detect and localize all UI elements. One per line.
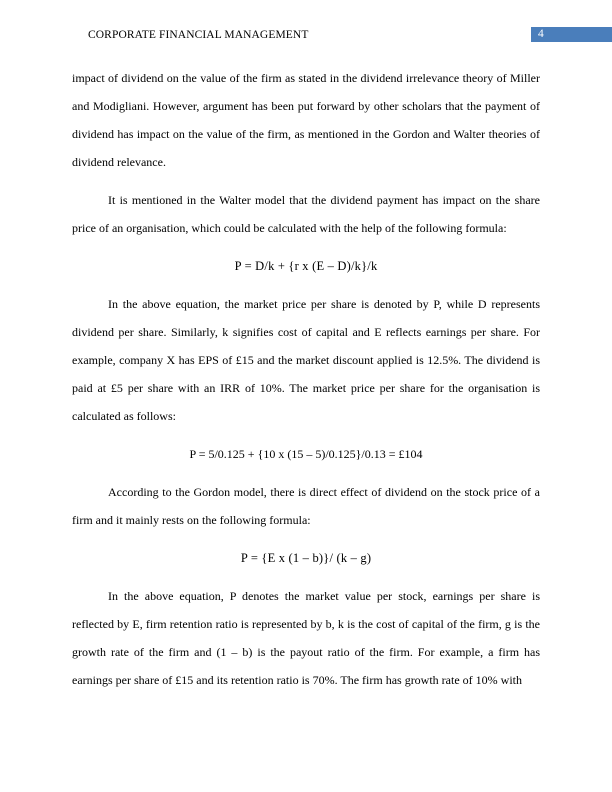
gordon-formula-image: P = {E x (1 – b)}/ (k – g) <box>240 551 372 565</box>
walter-formula <box>72 252 540 280</box>
paragraph-3: In the above equation, the market price per share is denoted by P, while D represents dividend per share. Similarly, k signifies cost of capital and E reflects earnings per share. For example, company X has EPS of £15 and the market discount applied is 12.5%. The dividend is paid at £5 per share with an IRR of 10%. The market price per share for the organisation is calculated as follows: <box>72 297 540 423</box>
running-head: CORPORATE FINANCIAL MANAGEMENT <box>88 29 309 41</box>
walter-formula-image: P = D/k + {r x (E – D)/k}/k <box>234 259 378 273</box>
document-body <box>72 64 540 704</box>
paragraph-4: According to the Gordon model, there is direct effect of dividend on the stock price of a firm and it mainly rests on the following formula: <box>72 485 540 527</box>
page-number: 4 <box>531 27 612 42</box>
paragraph-5: In the above equation, P denotes the market value per stock, earnings per share is reflected by E, firm retention ratio is represented by b, k is the cost of capital of the firm, g is the growth rate of the firm and (1 – b) is the payout ratio of the firm. For example, a firm has earnings per share of £15 and its retention ratio is 70%. The firm has growth rate of 10% with <box>72 589 540 687</box>
paragraph-2: It is mentioned in the Walter model that the dividend payment has impact on the share price of an organisation, which could be calculated with the help of the following formula: <box>72 193 540 235</box>
page-header <box>0 27 612 45</box>
paragraph-1: impact of dividend on the value of the firm as stated in the dividend irrelevance theory of Miller and Modigliani. However, argument has been put forward by other scholars that the payment of dividend has impact on the value of the firm, as mentioned in the Gordon and Walter theories of dividend relevance. <box>72 71 540 169</box>
walter-calculation: P = 5/0.125 + {10 x (15 – 5)/0.125}/0.13 = £104 <box>189 447 423 461</box>
gordon-formula <box>72 544 540 572</box>
